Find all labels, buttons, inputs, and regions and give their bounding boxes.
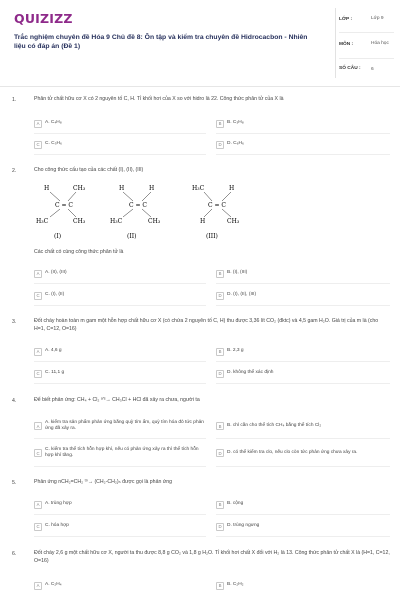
option-letter-box: B [216,501,224,509]
count-label: SỐ CÂU : [339,66,361,71]
option-letter-box: B [216,120,224,128]
option-text: A. 4,6 g [45,348,62,354]
question-text: Phản ứng nCH₂=CH₂ ᵗ⁰→ (CH₂-CH₂)ₙ được gọi là phản ứng [34,479,173,485]
answer-option[interactable] [216,346,244,357]
option-text: D. có thể kiểm tra clo, nếu clo còn tức phản ứng chưa xảy ra. [227,449,358,455]
option-letter-box: D [216,292,224,300]
quizizz-logo: QUIZIZZ [14,11,73,26]
option-letter-box: D [216,141,224,149]
option-text: C. C₃H₆ [45,141,62,147]
option-text: B. 2,3 g [227,348,244,354]
option-text: D. (I), (II), (III) [227,292,257,298]
option-text: A. kiểm tra sản phẩm phản ứng bằng quỳ tím ẩm, quỳ tím hóa đỏ tức phản ứng đã xảy ra. [45,419,204,431]
question-text: Đốt cháy 2,6 g một chất hữu cơ X, người ta thu được 8,8 g CO₂ và 1,8 g H₂O. Tỉ khối hơi chất X đối với H₂ là 13. Công thức phân tử chất X là (H=1, C=12, O=16) [34,550,390,564]
answer-option[interactable] [216,499,243,510]
option-text: B. (I), (III) [227,270,248,276]
svg-text:H₃C: H₃C [36,218,49,225]
class-value: Lớp 9 [371,16,384,21]
option-text: B. C₂H₂ [227,582,244,588]
option-letter-box: A [34,582,42,590]
answer-option[interactable] [34,139,62,150]
structural-formulas [34,180,294,242]
option-letter-box: B [216,582,224,590]
option-text: C. 11,1 g [45,370,65,376]
option-letter-box: C [34,292,42,300]
structure-iii [192,185,240,240]
question-number: 2. [12,168,17,174]
class-label: LỚP : [339,17,353,22]
option-text: B. cộng [227,501,244,507]
page-title: Trắc nghiệm chuyên đề Hóa 9 Chủ đề 8: Ôn tập và kiểm tra chuyên đề Hidrocacbon - Nhiên liệu có đáp án (Đề 1) [14,34,308,50]
question-number: 6. [12,551,17,557]
option-text: D. không thể xác định [227,370,274,376]
option-letter-box: A [34,422,42,430]
svg-text:H: H [44,185,50,192]
answer-option[interactable] [34,521,69,532]
option-text: A. C₄H₈ [45,120,62,126]
answer-option[interactable] [216,268,247,279]
option-letter-box: C [34,523,42,531]
answer-option[interactable] [34,499,72,510]
option-text: D. trùng ngưng [227,523,260,529]
question-subtext: Các chất có cùng công thức phân tử là [34,249,124,255]
header-divider [0,86,400,87]
svg-text:(II): (II) [127,233,137,240]
svg-text:CH₃: CH₃ [227,218,240,225]
svg-text:CH₃: CH₃ [148,218,161,225]
option-text: B. C₃H₈ [227,120,244,126]
option-letter-box: D [216,449,224,457]
answer-option[interactable] [216,580,244,591]
answer-option[interactable] [216,444,390,462]
structure-i [36,185,86,240]
option-text: A. C₂H₄ [45,582,62,588]
option-letter-box: A [34,348,42,356]
answer-option[interactable] [34,368,64,379]
question-number: 4. [12,398,17,404]
option-text: C. (I), (II) [45,292,65,298]
answer-option[interactable] [34,290,64,301]
answer-option[interactable] [34,268,67,279]
option-letter-box: C [34,449,42,457]
option-letter-box: B [216,422,224,430]
svg-text:C = C: C = C [208,202,227,209]
question-text: Để biết phản ứng: CH₄ + Cl₂ ᵃ'ˢ→ CH₃Cl + HCl đã xảy ra chưa, người ta [34,397,200,403]
option-letter-box: B [216,348,224,356]
question-text: Đốt cháy hoàn toàn m gam một hỗn hợp chất hữu cơ X (có chứa 2 nguyên tố C, H) thu được 3,36 lít CO₂ (đktc) và 4,5 gam H₂O. Giá trị của m là (cho H=1, C=12, O=16) [34,318,379,332]
question-number: 3. [12,319,17,325]
answer-option[interactable] [216,139,244,150]
question-number: 5. [12,480,17,486]
svg-text:H₃C: H₃C [110,218,123,225]
svg-text:(III): (III) [206,233,218,240]
svg-text:CH₃: CH₃ [73,185,86,192]
svg-text:H: H [229,185,235,192]
subject-label: MÔN : [339,42,354,47]
option-text: A. (II), (III) [45,270,67,276]
option-letter-box: B [216,270,224,278]
option-text: C. kiểm tra thể tích hỗn hợp khí, nếu có phản ứng xảy ra thì thể tích hỗn hợp khí tăng. [45,446,199,458]
answer-option[interactable] [216,417,390,435]
option-text: A. trùng hợp [45,501,72,507]
question-text: Phân tử chất hữu cơ X có 2 nguyên tố C, H. Tỉ khối hơi của X so với hidro là 22. Công thức phân tử của X là [34,96,284,102]
option-letter-box: A [34,501,42,509]
svg-text:C = C: C = C [55,202,74,209]
count-value: 6 [371,67,374,72]
option-text: D. C₆H₆ [227,141,244,147]
answer-option[interactable] [216,290,256,301]
svg-text:H₃C: H₃C [192,185,205,192]
answer-option[interactable] [34,118,62,129]
answer-option[interactable] [34,417,206,435]
svg-text:H: H [119,185,125,192]
svg-text:CH₃: CH₃ [73,218,86,225]
answer-option[interactable] [216,368,273,379]
option-letter-box: D [216,523,224,531]
option-letter-box: D [216,370,224,378]
question-text: Cho công thức cấu tạo của các chất (I), (II), (III) [34,167,144,173]
question-number: 1. [12,97,17,103]
option-text: C. hóa hợp [45,523,69,529]
answer-option[interactable] [34,580,62,591]
answer-option[interactable] [34,444,206,462]
option-letter-box: A [34,270,42,278]
option-letter-box: C [34,141,42,149]
svg-text:C = C: C = C [129,202,148,209]
option-letter-box: A [34,120,42,128]
option-text: B. chỉ cần cho thể tích CH₄ bằng thể tích Cl₂ [227,422,322,428]
option-letter-box: C [34,370,42,378]
structure-ii [110,185,161,240]
answer-option[interactable] [216,118,244,129]
svg-text:H: H [200,218,206,225]
meta-divider [335,8,336,78]
svg-text:H: H [149,185,155,192]
answer-option[interactable] [216,521,259,532]
subject-value: Hóa học [371,41,389,46]
svg-text:(I): (I) [54,233,62,240]
answer-option[interactable] [34,346,62,357]
